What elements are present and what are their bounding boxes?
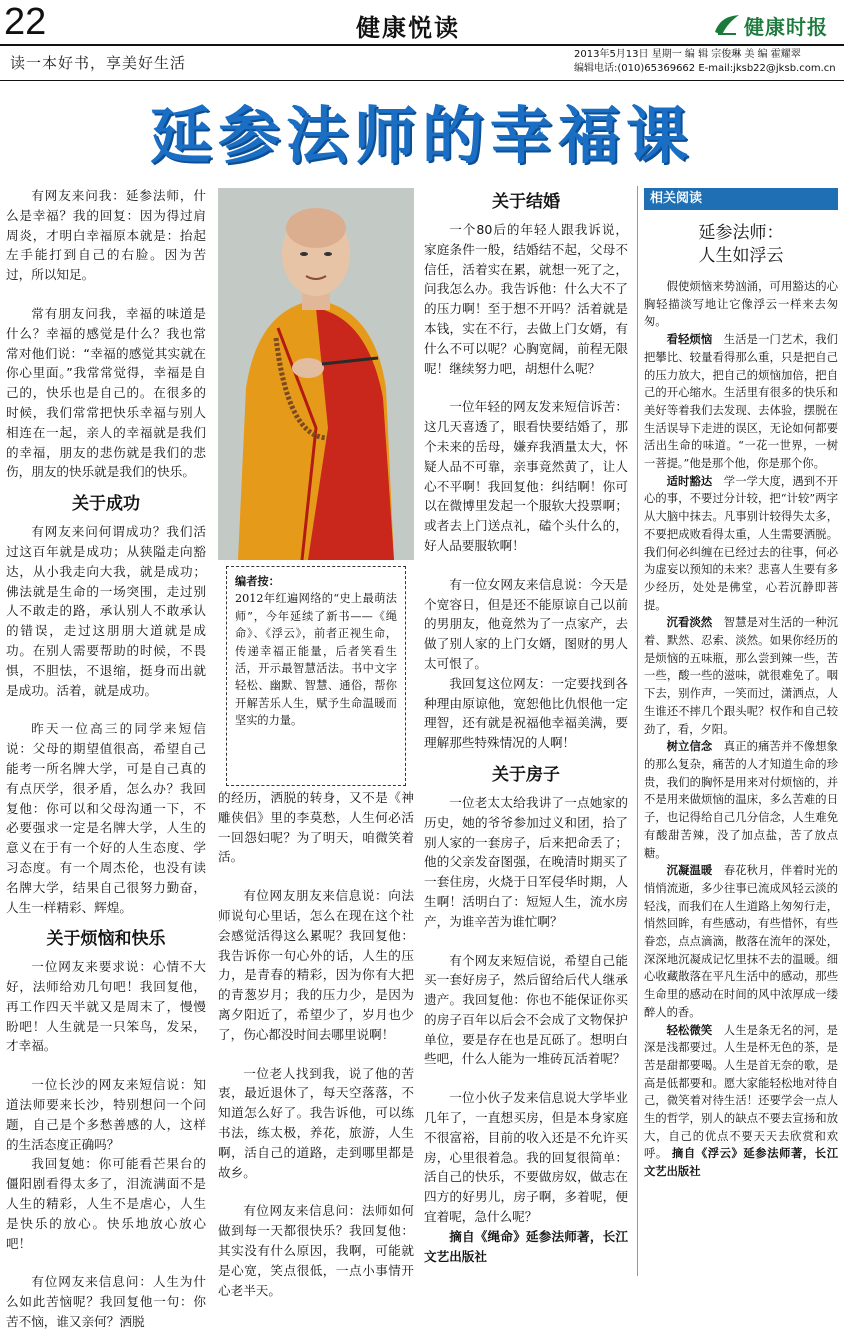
keyword: 树立信念 xyxy=(666,739,713,754)
paragraph: 有网友来问何谓成功？我们活过这百年就是成功；从狭隘走向豁达，从小我走向大我，就是成功；佛法就是生命的一场突围，走过别人不敢走的路，承认别人不敢承认的错误，走过这朋朋大道就是成功。在别人需要帮助的时候，不畏惧，不胆怯，不退缩，挺身而出就是成功。活着，就是成功。 xyxy=(6,524,206,698)
keyword: 沉看淡然 xyxy=(666,615,713,630)
subheading-marriage: 关于结婚 xyxy=(492,192,560,212)
paragraph: 有一位女网友来信息说：今天是个宽容日，但是还不能原谅自己以前的男朋友，他竟然为了一点家产，去做了别人家的上门女婿，图财的男人太可恨了。 xyxy=(424,576,628,671)
sidebar-body xyxy=(644,278,838,1181)
article-column-2 xyxy=(218,788,414,1300)
main-headline: 延参法师的幸福课 xyxy=(149,99,694,172)
paragraph: 一位老太太给我讲了一点她家的历史，她的爷爷参加过义和团，拾了别人家的一套房子，后来把命丢了；他的父亲发奋图强，在晚清时期买了一套住房，火烧于日军侵华时期，人生啊！活明白了：短短人生，流水房产，为谁辛苦为谁忙啊？ xyxy=(424,794,628,929)
editors-note-label: 编者按： xyxy=(235,574,280,588)
sidebar-intro: 假使烦恼来势汹涌，可用豁达的心胸轻描淡写地让它像浮云一样来去匆匆。 xyxy=(644,280,838,329)
sidebar-title-line1: 延参法师： xyxy=(698,223,784,243)
dateline-date-editor: 2013年5月13日 星期一 编 辑 宗俊琳 美 编 霍耀翠 xyxy=(574,49,801,60)
paragraph: 有位网友朋友来信息说：向法师说句心里话，怎么在现在这个社会感觉活得这么累呢？我回复他：我告诉你一句心外的话，人生的压力，是青春的精彩，因为你有大把的青葱岁月；我的压力少，是因为离夕阳近了，希望少了，岁月也少了，伤心都没时间去哪里说啊！ xyxy=(218,888,414,1042)
source-credit: 摘自《绳命》延参法师著，长江文艺出版社 xyxy=(424,1228,628,1264)
paragraph: 有网友来问我：延参法师，什么是幸福？我的回复：因为得过肩周炎，才明白幸福原本就是：抬起左手能打到自己的右脸。因为苦过，所以知足。 xyxy=(6,188,206,283)
paragraph: 有个网友来短信说，希望自己能买一套好房子，然后留给后代人继承遗产。我回复他：你也不能保证你买的房子百年以后会不会成了文物保护单位，要是存在也是瓦砾了。想明白些吧，什么人能为一堆砖瓦活着呢？ xyxy=(424,952,628,1067)
subheading-success: 关于成功 xyxy=(72,494,140,515)
editors-note-text: 2012年红遍网络的“史上最萌法师”，今年延续了新书——《绳命》、《浮云》，前者正视生命，传递幸福正能量，后者笑看生活，开示最智慧活法。书中文字轻松、幽默、智慧、通俗，帮你开解苦乐人生，赋予生命温暖而坚实的力量。 xyxy=(235,592,397,728)
paragraph: 的经历，洒脱的转身，又不是《神雕侠侣》里的李莫愁，人生何必活一回怨妇呢？为了明天，咱微笑着活。 xyxy=(218,790,414,865)
paragraph: 常有朋友问我，幸福的味道是什么？幸福的感觉是什么？我也常常对他们说：“幸福的感觉其实就在你心里面。”我常常觉得，幸福是自己的，快乐也是自己的。在很多的时候，我们常常把快乐幸福与别人相连在一起，亲人的幸福就是我们的幸福，朋友的悲伤就是我们的悲伤，朋友的快乐就是我们的快乐。 xyxy=(6,305,206,480)
keyword: 看轻烦恼 xyxy=(666,332,713,347)
dateline-contact: 编辑电话:(010)65369662 E-mail:jksb22@jksb.com.cn xyxy=(574,63,836,74)
paragraph: 有位网友来信息问：人生为什么如此苦恼呢？我回复他一句：你苦不恼，谁又亲何？洒脱 xyxy=(6,1274,206,1330)
paragraph: 一个80后的年轻人跟我诉说，家庭条件一般，结婚结不起，父母不信任，活着实在累，就想一死了之，问我怎么办。我告诉他：什么大不了的压力啊！至于想不开吗？活着就是本钱，实在不行，去做上门女婿，有什么不可以呢？心胸宽阔，前程无限呢！继续努力吧，胡想什么呢？ xyxy=(424,222,628,376)
slogan: 读一本好书，享美好生活 xyxy=(10,54,187,72)
logo-icon xyxy=(712,12,742,38)
paragraph: 一位小伙子发来信息说大学毕业几年了，一直想买房，但是本身家庭不很富裕，目前的收入还是不允许买房，心里很着急。我的回复很简单：活自己的快乐，不要做房奴，做志在四方的好男儿，房子啊，多着呢，便宜着呢，急什么呢？ xyxy=(424,1090,628,1225)
section-title: 健康悦读 xyxy=(356,13,460,42)
sidebar-text: 学一学大度，遇到不开心的事，不要过分计较，把“计较”两字从大脑中抹去。凡事别计较得失太多，不要把成败看得太重，人生需要洒脱。我们何必纠缠在已经过去的往事，何必为虚妄以预知的未来？悲喜人生要有多少经历，处处是佛堂，心若沉静即菩提。 xyxy=(644,474,838,612)
sidebar-title xyxy=(644,222,838,268)
monk-photo xyxy=(218,188,414,560)
article-column-3 xyxy=(424,186,628,1266)
sidebar-title-line2: 人生如浮云 xyxy=(698,246,784,266)
keyword: 沉凝温暖 xyxy=(666,863,713,878)
sidebar-text: 生活是一门艺术，我们把攀比、较量看得那么重，只是把自己的压力放大，把自己的烦恼加倍，把自己的开心缩水。生活里有很多的快乐和美好等着我们去发现、去体验，摆脱在生活误导下走进的误区，无论如何都要活出生命的味道。“一花一世界，一树一菩提。”他是那个他，你是那个你。 xyxy=(644,333,838,471)
article-column-1 xyxy=(6,186,206,1332)
related-reading-sidebar xyxy=(644,188,838,1181)
sidebar-text: 春花秋月，伴着时光的悄悄流逝，多少往事已流成风轻云淡的轻浅，而我们在人生道路上匆匆行走，悄然回眸，有些感动，有些惜怀，有些眷恋，点点滴滴，散落在流年的深处，深深地沉凝成记忆里抹不去的温暖。细心收藏散落在平凡生活中的感动，那些生命里的感动在时间的风中浓厚成一缕醉人的香。 xyxy=(644,864,838,1019)
sidebar-text: 智慧是对生活的一种沉着、默然、忍索、淡然。如果你经历的是烦恼的五味瓶，那么尝到辣一些，苦一些，酸一些的滋味，就很难免了。咽下去，别作声，一笑而过，潇洒点，人生谁还不摔几个跟头呢？权作和自己较劲了，看，夕阳。 xyxy=(644,616,838,736)
paragraph: 昨天一位高三的同学来短信说：父母的期望值很高，希望自己能考一所名牌大学，可是自己真的有点厌学，很矛盾，怎么办？我回复他：你可以和父母沟通一下，不必要强求一定是名牌大学，人生的意义在于有一个好的人生态度、学习态度。有一个周杰伦，也没有读名牌大学，结果自己很努力勤奋，人生一样精彩、辉煌。 xyxy=(6,721,206,915)
keyword: 适时豁达 xyxy=(666,473,713,488)
newspaper-logo[interactable] xyxy=(712,10,836,40)
paragraph: 一位网友来要求说：心情不大好，法师给劝几句吧！我回复他，再工作四天半就又是周末了，慢慢盼吧！人生就是一只笨鸟，发呆，才幸福。 xyxy=(6,959,206,1054)
paragraph: 我回复这位网友：一定要找到各种理由原谅他，宽恕他比仇恨他一定理智，还有就是祝福他幸福美满，要理解那些特殊情况的人啊！ xyxy=(424,675,628,751)
paragraph: 有位网友来信息问：法师如何做到每一天都很快乐？我回复他：其实没有什么原因，我啊，可能就是心宽，笑点很低，一点小事情开心老半天。 xyxy=(218,1203,414,1298)
logo-text: 健康时报 xyxy=(744,14,828,39)
sidebar-source: 摘自《浮云》延参法师著，长江文艺出版社 xyxy=(644,1146,838,1179)
paragraph: 一位老人找到我，说了他的苦衷，最近退休了，每天空落落，不知道怎么好了。我告诉他，可以练书法，练太极，养花，旅游，人生啊，活自己的道路，走到哪里都是故乡。 xyxy=(218,1065,414,1180)
keyword: 轻松微笑 xyxy=(666,1022,713,1037)
sidebar-text: 真正的痛苦并不像想象的那么复杂，痛苦的人才知道生命的珍贵，我们的胸怀是用来对付烦恼的，并不是用来做烦恼的温床，多么苦难的日子，也记得给自己几分信念，人生难免有酸甜苦辣，没了加点盐，苦了放点糖。 xyxy=(644,740,838,860)
subheading-house: 关于房子 xyxy=(492,764,560,785)
paragraph: 一位长沙的网友来短信说：知道法师要来长沙，特别想问一个问题，自己是个多愁善感的人，这样的生活态度正确吗？ xyxy=(6,1077,206,1152)
header-rule xyxy=(0,44,844,46)
dateline xyxy=(574,48,836,76)
editors-note-box xyxy=(226,566,406,786)
subheading-worry-happiness: 关于烦恼和快乐 xyxy=(46,929,166,950)
paragraph: 我回复她：你可能看芒果台的僵阳剧看得太多了，泪流满面不是人生的精彩，人生不是虐心，人生是快乐的放心。快乐地放心放心吧！ xyxy=(6,1156,206,1251)
monk-illustration xyxy=(218,188,414,560)
sidebar-text: 人生是条无名的河，是深是浅都要过。人生是杯无色的茶，是苦是甜都要喝。人生是首无奈的歌，是高是低都要和。愿大家能轻松地对待自己，微笑着对待生活！还要学会一点人生的哲学，别人的缺点不要去宣扬和放大，自己的优点不要天天去欣赏和欢呼。 xyxy=(644,1023,838,1161)
header-divider xyxy=(0,80,844,81)
column-divider xyxy=(637,186,638,1276)
related-reading-tab: 相关阅读 xyxy=(644,188,838,210)
page-number: 22 xyxy=(4,1,47,43)
paragraph: 一位年轻的网友发来短信诉苦：这几天喜透了，眼看快要结婚了，那个未来的岳母，嫌弃我酒量太大，怀疑人品不可靠，亲事竟然黄了，让人心不平啊！我回复他：纠结啊！你可以在微博里发起一个服软大投票啊；或者去上门送点礼，磕个头什么的，好人品要服软啊！ xyxy=(424,399,628,553)
